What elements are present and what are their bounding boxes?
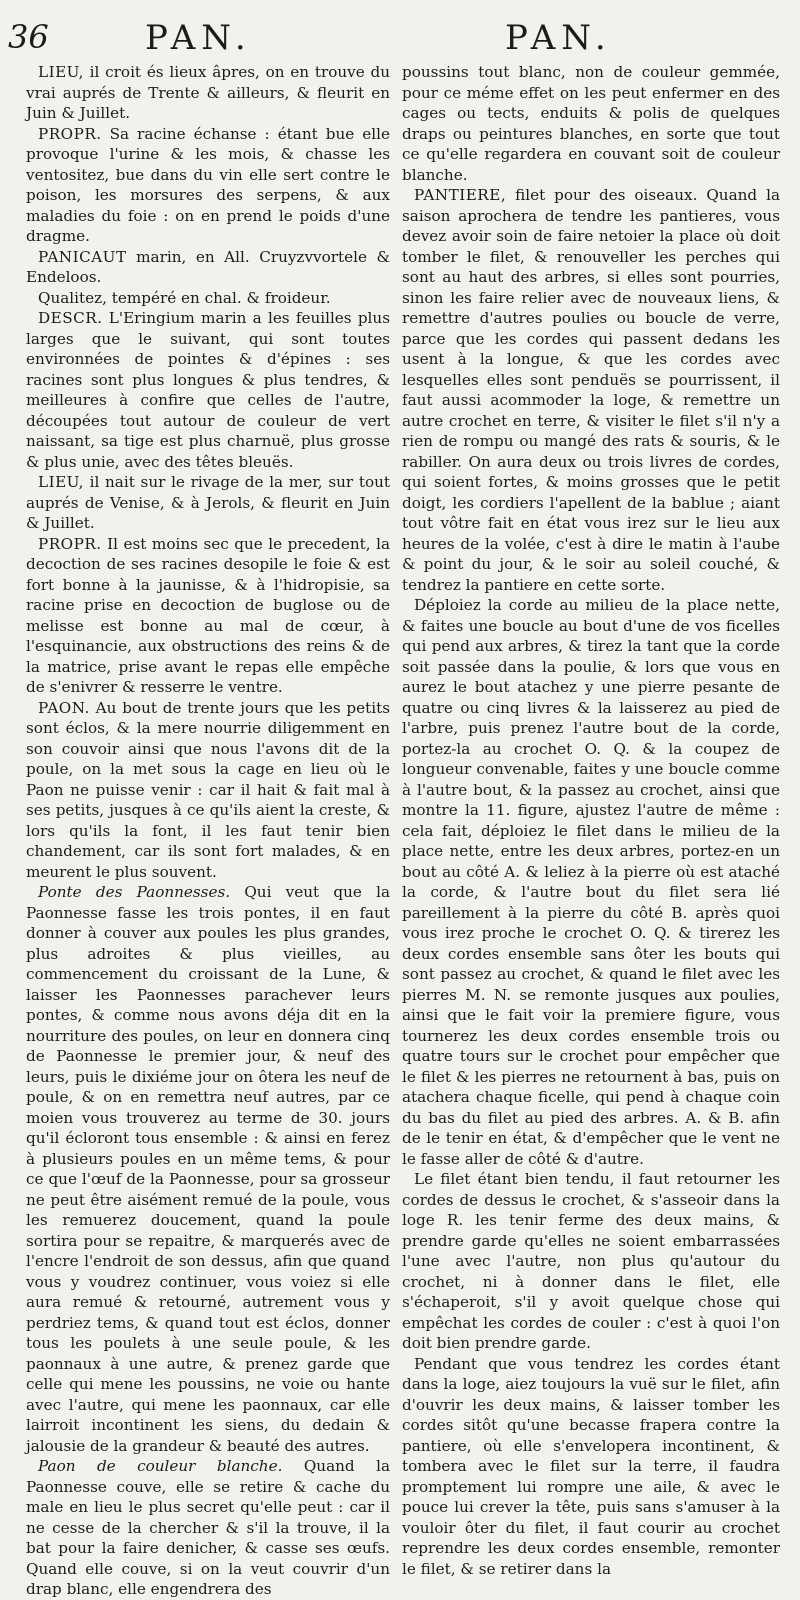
- page-number: 36: [8, 18, 49, 56]
- paragraph: PROPR. Sa racine échanse : étant bue elle provoque l'urine & les mois, & chasse les ventositez, bue dans du vin elle sert contre le poison, les morsures des serpens, & aux maladies du foie : on en prend le poids d'une dragme.: [26, 124, 390, 245]
- paragraph: Déploiez la corde au milieu de la place nette, & faites une boucle au bout d'une de vos ficelles qui pend aux arbres, & tirez la tant que la corde soit passée dans la poulie, & lors que vous en aurez le bout atachez y une pierre pesante de quatre ou cinq livres & la laisserez au pied de l'arbre, puis prenez l'autre bout de la corde, portez-la au crochet O. Q. & la coupez de longueur convenable, faites y une boucle comme à l'autre bout, & la passez au crochet, ainsi que montre la 11. figure, ajustez l'autre de même : cela fait, déploiez le filet dans le milieu de la place nette, entre les deux arbres, portez-en un bout au côté A. & leliez à la pierre où est ataché la corde, & l'autre bout du filet sera lié pareillement à la pierre du côté B. après quoi vous irez proche le crochet O. Q. & tirerez les deux cordes ensemble sans ôter les bouts qui sont passez au crochet, & quand le filet avec les pierres M. N. se remonte jusques aux poulies, ainsi que le fait voir la premiere figure, vous tournerez les deux cordes ensemble trois ou quatre tours sur le crochet pour empêcher que le filet & les pierres ne retournent à bas, puis on atachera chaque ficelle, qui pend à chaque coin du bas du filet au pied des arbres. A. & B. afin de le tenir en état, & d'empêcher que le vent ne le fasse aller de côté & d'autre.: [402, 596, 780, 1168]
- paragraph: DESCR. L'Eringium marin a les feuilles plus larges que le suivant, qui sont toutes environnées de pointes & d'épines : ses racines sont plus longues & plus tendres, & meilleures à confire que celles de l'autre, découpées tout autour de couleur de vert naissant, sa tige est plus charnuë, plus grosse & plus unie, avec des têtes bleuës.: [26, 309, 390, 471]
- left-column: [26, 62, 391, 1598]
- paragraph: poussins tout blanc, non de couleur gemmée, pour ce méme effet on les peut enfermer en des cages ou tects, enduits & polis de quelques draps ou peintures blanches, en sorte que tout ce qu'elle regardera en couvant soit de couleur blanche.: [402, 63, 780, 184]
- paragraph: PANTIERE, filet pour des oiseaux. Quand la saison aprochera de tendre les pantieres, vous devez avoir soin de faire netoier la place où doit tomber le filet, & renouveller les perches qui sont au haut des arbres, si elles sont pourries, sinon les faire relier avec de nouveaux liens, & remettre d'autres poulies ou boucle de verre, parce que les cordes qui passent dedans les usent à la longue, & que les cordes avec lesquelles elles sont penduës se pourrissent, il faut aussi acommoder la loge, & remettre un autre crochet en terre, & visiter le filet s'il n'y a rien de rompu ou mangé des rats & souris, & le rabiller. On aura deux ou trois livres de cordes, qui soient fortes, & moins grosses que le petit doigt, les cordiers l'apellent de la bablue ; aiant tout vôtre fait en état vous irez sur le lieu aux heures de la volée, c'est à dire le matin à l'aube & point du jour, & le soir au soleil couché, & tendrez la pantiere en cette sorte.: [402, 186, 780, 594]
- paragraph: PROPR. Il est moins sec que le precedent, la decoction de ses racines desopile le foie & est fort bonne à la jaunisse, & à l'hidropisie, sa racine prise en decoction de buglose ou de melisse est bonne au mal de cœur, à l'esquinancie, aux obstructions des reins & de la matrice, prise avant le repas elle empêche de s'enivrer & resserre le ventre.: [26, 534, 390, 696]
- paragraph: LIEU, il nait sur le rivage de la mer, sur tout auprés de Venise, & à Jerols, & fleurit en Juin & Juillet.: [26, 473, 390, 532]
- paragraph: Le filet étant bien tendu, il faut retourner les cordes de dessus le crochet, & s'asseoir dans la loge R. les tenir ferme des deux mains, & prendre garde qu'elles ne soient embarrassées l'une avec l'autre, non plus qu'autour du crochet, ni à donner dans le filet, elle s'échaperoit, s'il y avoit quelque chose qui empêchat les cordes de couler : c'est à quoi l'on doit bien prendre garde.: [402, 1170, 780, 1352]
- paragraph: LIEU, il croit és lieux âpres, on en trouve du vrai auprés de Trente & ailleurs, & fleurit en Juin & Juillet.: [26, 63, 390, 122]
- paragraph: PANICAUT marin, en All. Cruyzvvortele & Endeloos.: [26, 247, 390, 286]
- paragraph: Pendant que vous tendrez les cordes étant dans la loge, aiez toujours la vuë sur le filet, afin d'ouvrir les deux mains, & laisser tomber les cordes sitôt qu'une becasse frapera contre la pantiere, où elle s'envelopera incontinent, & tombera avec le filet sur la terre, il faudra promptement lui rompre une aile, & avec le pouce lui crever la tête, puis sans s'amuser à la vouloir ôter du filet, il faut courir au crochet reprendre les deux cordes ensemble, remonter le filet, & se retirer dans la: [402, 1354, 780, 1578]
- paragraph: PAON. Au bout de trente jours que les petits sont éclos, & la mere nourrie diligemment en son couvoir ainsi que nous l'avons dit de la poule, on la met sous la cage en lieu où le Paon ne puisse venir : car il hait & fait mal à ses petits, jusques à ce qu'ils aient la creste, & lors qu'ils la font, il les faut tenir bien chandement, car ils sont fort malades, & en meurent le plus souvent.: [26, 698, 390, 881]
- running-head-right: PAN.: [505, 18, 612, 58]
- paragraph: Paon de couleur blanche. Quand la Paonnesse couve, elle se retire & cache du male en lieu le plus secret qu'elle peut : car il ne cesse de la chercher & s'il la trouve, il la bat pour la faire denicher, & casse ses œufs. Quand elle couve, si on la veut couvrir d'un drap blanc, elle engendrera des: [26, 1457, 391, 1598]
- paragraph: Qualitez, tempéré en chal. & froideur.: [38, 288, 331, 307]
- paragraph: Ponte des Paonnesses. Qui veut que la Paonnesse fasse les trois pontes, il en faut donner à couver aux poules les plus grandes, plus adroites & plus vieilles, au commencement du croissant de la Lune, & laisser les Paonnesses parachever leurs pontes, & comme nous avons déja dit en la nourriture des poules, on leur en donnera cinq de Paonnesse le premier jour, & neuf des leurs, puis le dixiéme jour on ôtera les neuf de poule, & on en remettra neuf autres, par ce moien vous trouverez au terme de 30. jours qu'il écloront tous ensemble : & ainsi en ferez à plusieurs poules en un même tems, & pour ce que l'œuf de la Paonnesse, pour sa grosseur ne peut être aisément remué de la poule, vous les remuerez doucement, quand la poule sortira pour se repaitre, & marquerés avec de l'encre l'endroit de son dessus, afin que quand vous y voudrez continuer, vous voiez si elle aura remué & retourné, autrement vous y perdriez tems, & quand tout est éclos, donner tous les poulets à une seule poule, & les paonnaux à une autre, & prenez garde que celle qui mene les poussins, ne voie ou hante avec l'autre, qui mene les paonnaux, car elle lairroit incontinent les siens, du dedain & jalousie de la grandeur & beauté des autres.: [26, 883, 390, 1455]
- running-head-left: PAN.: [145, 18, 252, 58]
- right-column: [402, 62, 780, 1578]
